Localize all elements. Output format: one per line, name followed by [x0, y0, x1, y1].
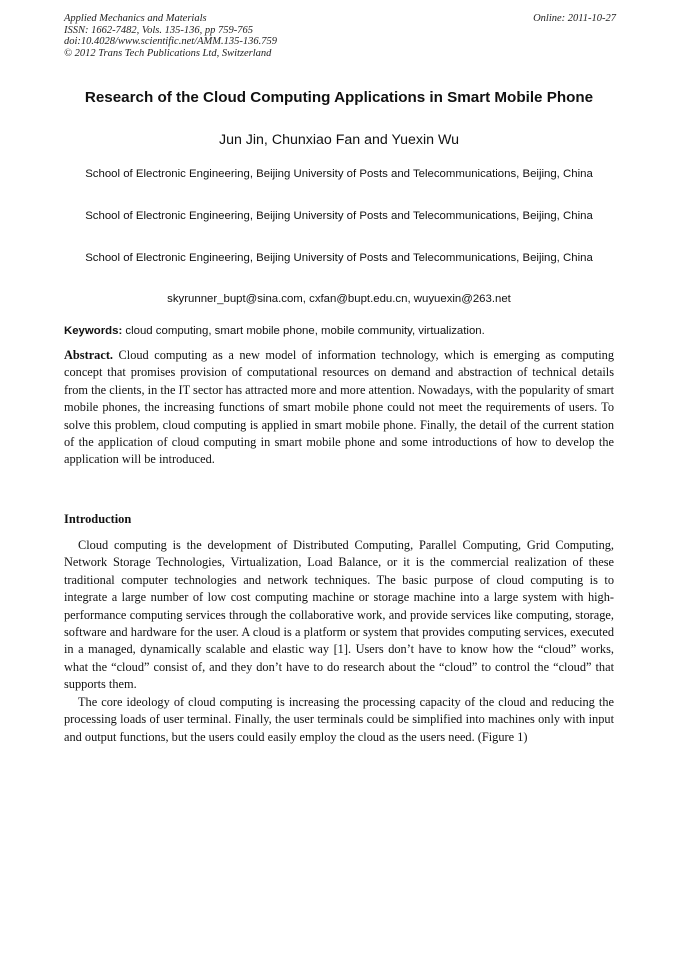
issn-line: ISSN: 1662-7482, Vols. 135-136, pp 759-765	[64, 24, 253, 36]
abstract	[64, 347, 614, 469]
author-emails[interactable]: skyrunner_bupt@sina.com, cxfan@bupt.edu.cn, wuyuexin@263.net	[167, 293, 511, 305]
doi-line[interactable]: doi:10.4028/www.scientific.net/AMM.135-136.759	[64, 36, 277, 48]
author-list: Jun Jin, Chunxiao Fan and Yuexin Wu	[218, 132, 460, 148]
intro-paragraph-2: The core ideology of cloud computing is increasing the processing capacity of the cloud and reducing the processing loads of user terminal. Finally, the user terminals could be simplified into machines only with input and output functions, but the users could easily employ the cloud as the users need. (Figure 1)	[64, 695, 614, 744]
keywords-label: Keywords:	[64, 325, 123, 337]
paper-title: Research of the Cloud Computing Applications in Smart Mobile Phone	[84, 89, 594, 106]
keywords	[64, 325, 616, 337]
online-date: Online: 2011-10-27	[533, 13, 616, 24]
keywords-text: cloud computing, smart mobile phone, mobile community, virtualization.	[122, 325, 485, 337]
copyright-line: © 2012 Trans Tech Publications Ltd, Switzerland	[64, 47, 272, 59]
affiliation-2: School of Electronic Engineering, Beijing University of Posts and Telecommunications, Beijing, China	[85, 210, 593, 222]
affiliation-3: School of Electronic Engineering, Beijing University of Posts and Telecommunications, Beijing, China	[85, 252, 593, 264]
journal-header	[64, 13, 616, 59]
journal-name: Applied Mechanics and Materials	[64, 13, 207, 24]
abstract-label: Abstract.	[64, 348, 114, 362]
intro-paragraph-1: Cloud computing is the development of Distributed Computing, Parallel Computing, Grid Computing, Network Storage Technologies, Virtualization, Load Balance, or it is the commercial realization of these traditional computer technologies and network techniques. The basic purpose of cloud computing is to integrate a large number of low cost computing machine or storage machine into a large system with high-performance computing services through the collaborative work, and provide services like computing, storage, software and hardware for the user. A cloud is a platform or system that provides computing services, executed in a managed, dynamically scalable and elastic way [1]. Users don’t have to know how the “cloud” works, what the “cloud” consist of, and they don’t have to do research about the “cloud” to control the “cloud” that supports them.	[64, 538, 614, 692]
section-heading-introduction: Introduction	[64, 512, 132, 526]
abstract-text: Cloud computing as a new model of information technology, which is emerging as computing concept that promises provision of computational resources on demand and abstraction of technical details from the clients, in the IT sector has attracted more and more attention. Nowadays, with the popularity of smart mobile phones, the increasing functions of smart mobile phone could not meet the requirements of users. To solve this problem, cloud computing is applied in smart mobile phone. Finally, the detail of the current station of the application of cloud computing in smart mobile phone and some introductions of how to develop the application will be introduced.	[64, 348, 614, 467]
affiliation-1: School of Electronic Engineering, Beijing University of Posts and Telecommunications, Beijing, China	[85, 168, 593, 180]
